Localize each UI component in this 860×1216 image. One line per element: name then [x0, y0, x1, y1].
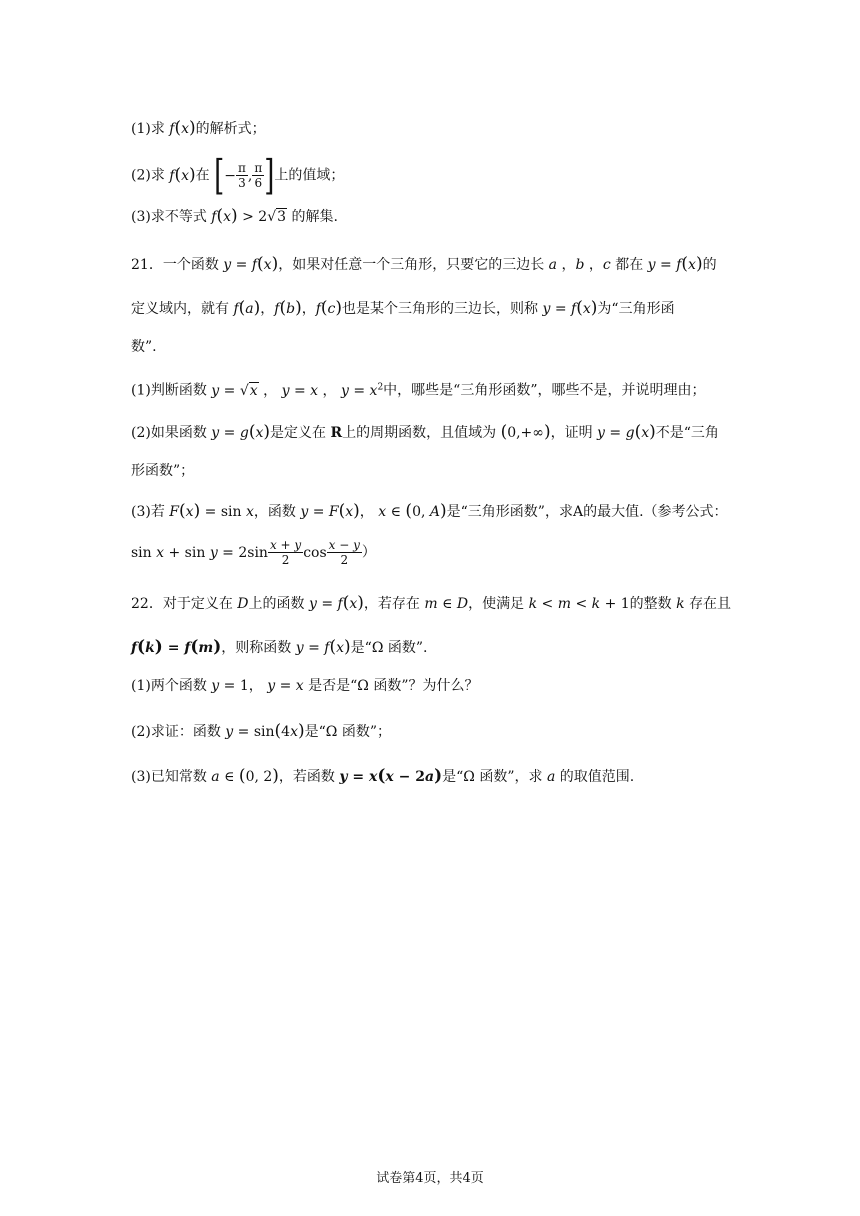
q20-part3: (3)求不等式 f(x) > 2√3 的解集. [131, 206, 338, 226]
formula: y = √x ， y = x ， $y = x^2$ [211, 382, 384, 399]
formula: y = f(x) [295, 637, 351, 657]
q21-part1: (1)判断函数 y = √x ， y = x ， $y = x^2$中，哪些是“三角形函数”，哪些不是，并说明理由； [131, 382, 706, 399]
q21-line1: 21．一个函数 y = f(x)，如果对任意一个三角形，只要它的三边长 a ，b ，c 都在 y = f(x)的 [131, 254, 717, 274]
q21-part3-line2: sin x + sin y = 2sin $\frac{x + y}{2}$ cos $\frac{x - y}{2}$ ） [131, 538, 376, 567]
formula: a ∈ (0, 2) [211, 766, 279, 786]
q20-part1: (1)求 f(x)的解析式； [131, 118, 266, 138]
formula: y = g(x) [597, 422, 656, 442]
formula: f(x) [169, 164, 196, 185]
q21-part3-line1: (3)若 F(x) = sin x，函数 y = F(x)， x ∈ (0, A)是“三角形函数”，求A的最大值.（参考公式： [131, 501, 728, 521]
formula: y = f(x) [542, 298, 598, 318]
formula: f(k) = f(m) [131, 637, 222, 657]
formula: y = f(x) [308, 593, 364, 613]
page-footer: 试卷第4页，共4页 [376, 1171, 484, 1186]
formula: y = sin(4x) [225, 721, 305, 741]
q22-line2: f(k) = f(m)，则称函数 y = f(x)是“Ω 函数”. [131, 637, 428, 657]
q21-line2: 定义域内，就有 f(a)，f(b)，f(c)也是某个三角形的三边长，则称 y = f(x)为“三角形函 [131, 298, 675, 318]
q20-part2: (2)求 f(x)在 [− $\frac{\pi}{3}$ , $\frac{\pi}{6}$ ]上的值域； [131, 151, 345, 200]
formula: k < m < k + 1 [528, 596, 630, 612]
formula: f(x) [169, 118, 196, 138]
formula: m ∈ D [424, 596, 469, 612]
q22-part1: (1)两个函数 y = 1， y = x 是否是“Ω 函数”？为什么？ [131, 678, 479, 694]
formula: y = 1， y = x [211, 678, 304, 694]
formula: sin x + sin y = 2sin $\frac{x + y}{2}$ cos $\frac{x - y}{2}$ [131, 538, 360, 567]
formula: y = f(x) [647, 254, 703, 274]
q21-part2-line1: (2)如果函数 y = g(x)是定义在 R上的周期函数，且值域为 (0,+∞)，证明 y = g(x)不是“三角 [131, 422, 719, 442]
formula: (0,+∞) [500, 422, 551, 442]
q21-line3: 数”. [131, 339, 157, 355]
q22-part3: (3)已知常数 a ∈ (0, 2)，若函数 y = x(x − 2a)是“Ω 函数”，求 a 的取值范围. [131, 766, 635, 786]
formula: F(x) = sin x [169, 501, 254, 521]
q21-part2-line2: 形函数”； [131, 463, 195, 479]
formula: f(x) > 2√3 [211, 206, 287, 226]
interval: [− $\frac{\pi}{3}$ , $\frac{\pi}{6}$ ] [214, 151, 275, 200]
formula: f(a)，f(b)，f(c) [233, 298, 343, 318]
q22-part2: (2)求证：函数 y = sin(4x)是“Ω 函数”； [131, 721, 392, 741]
formula: y = f(x) [223, 254, 279, 274]
formula: y = x(x − 2a) [339, 766, 443, 786]
q22-line1: 22．对于定义在 D上的函数 y = f(x)，若存在 m ∈ D，使满足 k < m < k + 1的整数 k 存在且 [131, 593, 732, 613]
formula: y = g(x) [211, 422, 271, 442]
formula: y = F(x)， x ∈ (0, A) [300, 501, 447, 521]
